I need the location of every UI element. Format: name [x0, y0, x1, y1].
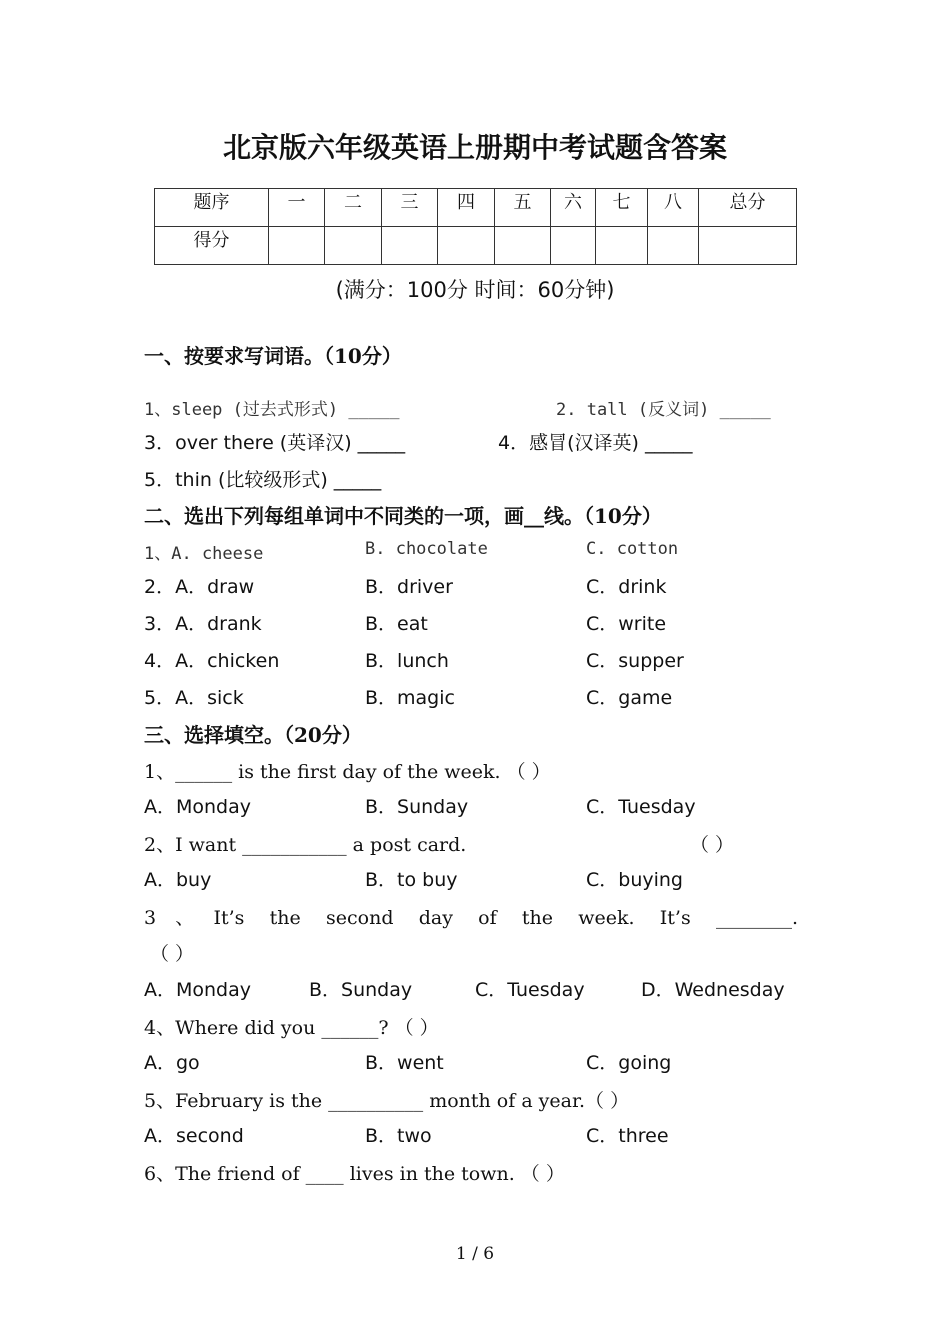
s2-option: B．eat	[365, 613, 428, 635]
s2-option: B. chocolate	[365, 539, 488, 559]
score-cell[interactable]	[438, 227, 495, 265]
section-1-heading: 一、按要求写词语。（10分）	[144, 344, 402, 368]
s2-option: B．lunch	[365, 650, 449, 672]
s2-option: 5．A．sick	[144, 687, 244, 709]
score-header-cell: 总分	[699, 189, 797, 227]
score-value-row	[155, 227, 797, 265]
s3-option: C．buying	[586, 869, 683, 891]
s3-option: A．Monday	[144, 979, 252, 1001]
score-header-row	[155, 189, 797, 227]
section-2-heading: 二、选出下列每组单词中不同类的一项，画__线。（10分）	[144, 504, 662, 528]
score-header-cell: 四	[438, 189, 495, 227]
s2-option: 1、A. cheese	[144, 544, 264, 564]
section-3-heading: 三、选择填空。（20分）	[144, 723, 362, 747]
page-number: 1 / 6	[455, 1244, 495, 1264]
s3-option: C．going	[586, 1052, 672, 1074]
s2-option: C．supper	[586, 650, 684, 672]
s3-question-4: 4、Where did you ______? （ ）	[144, 1017, 439, 1039]
s3-option: C．Tuesday	[475, 979, 585, 1001]
s3-option: B．went	[365, 1052, 444, 1074]
s2-option: 2．A．draw	[144, 576, 255, 598]
s3-option: A．buy	[144, 869, 212, 891]
s1-question-1: 1、sleep (过去式形式) _____	[144, 400, 400, 420]
score-cell[interactable]	[269, 227, 325, 265]
s3-option: B．to buy	[365, 869, 458, 891]
s3-option: C．Tuesday	[586, 796, 696, 818]
s2-option: 4．A．chicken	[144, 650, 280, 672]
score-table	[154, 188, 797, 265]
s3-question-1: 1、______ is the first day of the week. （ ）	[144, 761, 551, 783]
exam-info: (满分：100分 时间：60分钟)	[335, 278, 615, 302]
s2-option: C．drink	[586, 576, 667, 598]
s2-option: B．magic	[365, 687, 455, 709]
score-row-label: 得分	[155, 227, 269, 265]
score-header-cell: 五	[495, 189, 551, 227]
score-header-cell: 七	[596, 189, 648, 227]
s3-question-3: 3、It’s the second day of the week. It’s ________.	[144, 907, 798, 929]
s2-option: B．driver	[365, 576, 453, 598]
score-header-cell: 题序	[155, 189, 269, 227]
s3-option: B．Sunday	[365, 796, 469, 818]
s1-question-3: 3．over there (英译汉) _____	[144, 432, 406, 454]
score-header-cell: 八	[648, 189, 699, 227]
page-title: 北京版六年级英语上册期中考试题含答案	[222, 131, 727, 164]
score-cell[interactable]	[699, 227, 797, 265]
s3-option: C．three	[586, 1125, 669, 1147]
score-header-cell: 一	[269, 189, 325, 227]
score-cell[interactable]	[382, 227, 438, 265]
s1-question-5: 5．thin (比较级形式) _____	[144, 469, 382, 491]
score-header-cell: 二	[325, 189, 382, 227]
score-cell[interactable]	[495, 227, 551, 265]
s2-option: C. cotton	[586, 539, 679, 559]
score-header-cell: 三	[382, 189, 438, 227]
s2-option: C．write	[586, 613, 667, 635]
s3-option: A．go	[144, 1052, 200, 1074]
score-header-cell: 六	[551, 189, 596, 227]
s3-option: A．second	[144, 1125, 244, 1147]
s3-question-6: 6、The friend of ____ lives in the town. （ ）	[144, 1163, 565, 1185]
s1-question-2: 2. tall (反义词) _____	[556, 400, 771, 420]
s3-option: A．Monday	[144, 796, 252, 818]
s2-option: C．game	[586, 687, 673, 709]
s3-option: B．Sunday	[309, 979, 413, 1001]
s3-question-5: 5、February is the __________ month of a year.（ ）	[144, 1090, 630, 1112]
s3-option: B．two	[365, 1125, 432, 1147]
s3-option: D．Wednesday	[641, 979, 785, 1001]
score-cell[interactable]	[648, 227, 699, 265]
s3-question-3-paren: （ ）	[150, 943, 195, 965]
s1-question-4: 4．感冒(汉译英) _____	[498, 432, 693, 454]
score-cell[interactable]	[596, 227, 648, 265]
s3-question-2: 2、I want ___________ a post card.	[144, 834, 467, 856]
score-cell[interactable]	[551, 227, 596, 265]
s3-question-2-paren: （ ）	[690, 834, 735, 856]
score-cell[interactable]	[325, 227, 382, 265]
s2-option: 3．A．drank	[144, 613, 262, 635]
